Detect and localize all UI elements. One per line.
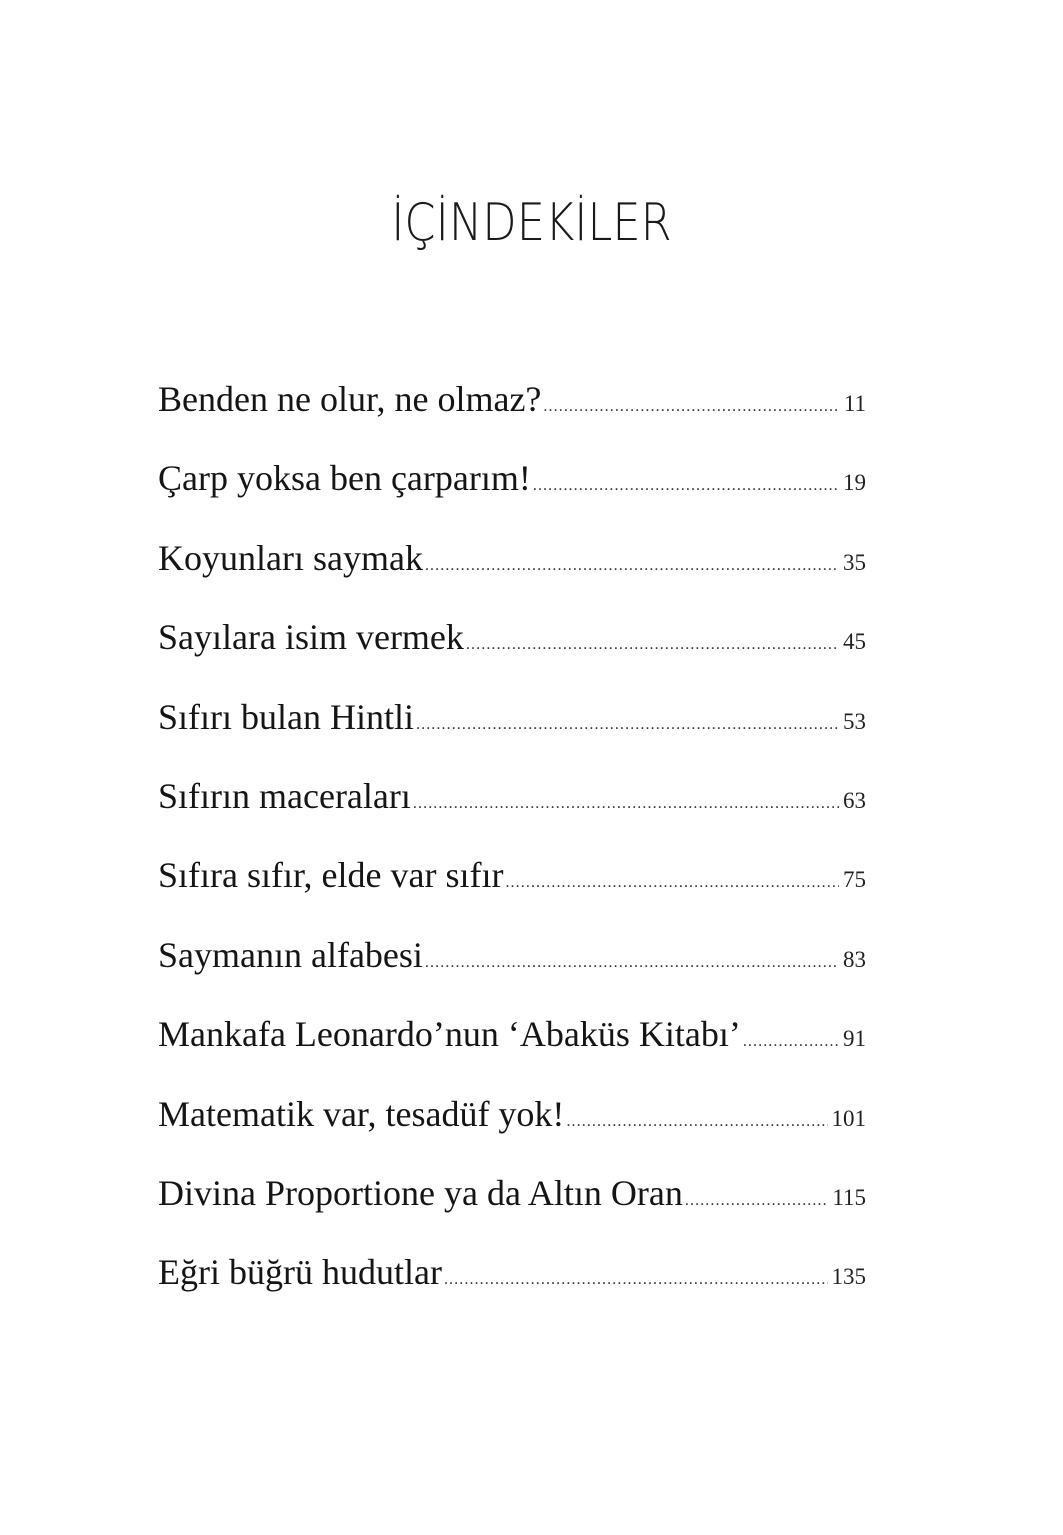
toc-page-number: 63 — [843, 787, 866, 813]
toc-entry — [158, 1013, 866, 1092]
dot-leader — [685, 1192, 828, 1210]
toc-entry-title: Matematik var, tesadüf yok! — [158, 1093, 565, 1134]
toc-page-number: 75 — [843, 867, 866, 893]
toc-page-number: 101 — [831, 1105, 866, 1131]
toc-page-number: 83 — [843, 946, 866, 972]
dot-leader — [533, 477, 839, 495]
toc-page-number: 11 — [843, 391, 866, 416]
toc-entry — [158, 775, 866, 854]
dot-leader — [425, 557, 839, 575]
toc-entry — [158, 1251, 866, 1330]
toc-entry-title: Koyunları saymak — [158, 537, 423, 578]
toc-page-number: 19 — [843, 470, 866, 496]
page-title: İÇİNDEKİLER — [391, 193, 672, 253]
dot-leader — [543, 398, 839, 416]
table-of-contents — [158, 378, 866, 1331]
toc-entry-title: Sıfırın maceraları — [158, 775, 411, 816]
toc-page-number: 35 — [843, 549, 866, 575]
dot-leader — [444, 1271, 828, 1289]
dot-leader — [416, 716, 839, 734]
toc-entry — [158, 616, 866, 695]
dot-leader — [413, 795, 839, 813]
dot-leader — [566, 1113, 827, 1131]
toc-page-number: 135 — [831, 1264, 866, 1290]
dot-leader — [505, 874, 839, 892]
toc-page-number: 53 — [843, 708, 866, 734]
toc-entry — [158, 457, 866, 536]
toc-entry-title: Eğri büğrü hudutlar — [158, 1252, 442, 1293]
dot-leader — [466, 636, 839, 654]
toc-entry-title: Sıfıra sıfır, elde var sıfır — [158, 855, 504, 896]
toc-page-number: 115 — [832, 1184, 866, 1210]
toc-entry-title: Benden ne olur, ne olmaz? — [158, 379, 542, 419]
toc-entry — [158, 537, 866, 616]
toc-entry — [158, 1093, 866, 1172]
toc-entry-title: Çarp yoksa ben çarparım! — [158, 458, 531, 499]
toc-entry-title: Divina Proportione ya da Altın Oran — [158, 1172, 683, 1213]
toc-page-number: 91 — [843, 1026, 866, 1052]
toc-entry — [158, 854, 866, 933]
toc-entry-title: Sıfırı bulan Hintli — [158, 696, 414, 737]
dot-leader — [425, 954, 839, 972]
toc-entry — [158, 696, 866, 775]
toc-entry — [158, 378, 866, 457]
dot-leader — [743, 1033, 839, 1051]
toc-entry-title: Sayılara isim vermek — [158, 617, 464, 658]
toc-entry — [158, 934, 866, 1013]
toc-page-number: 45 — [843, 629, 866, 655]
toc-entry-title: Saymanın alfabesi — [158, 934, 423, 975]
toc-entry-title: Mankafa Leonardo’nun ‘Abaküs Kitabı’ — [158, 1014, 741, 1055]
toc-entry — [158, 1172, 866, 1251]
